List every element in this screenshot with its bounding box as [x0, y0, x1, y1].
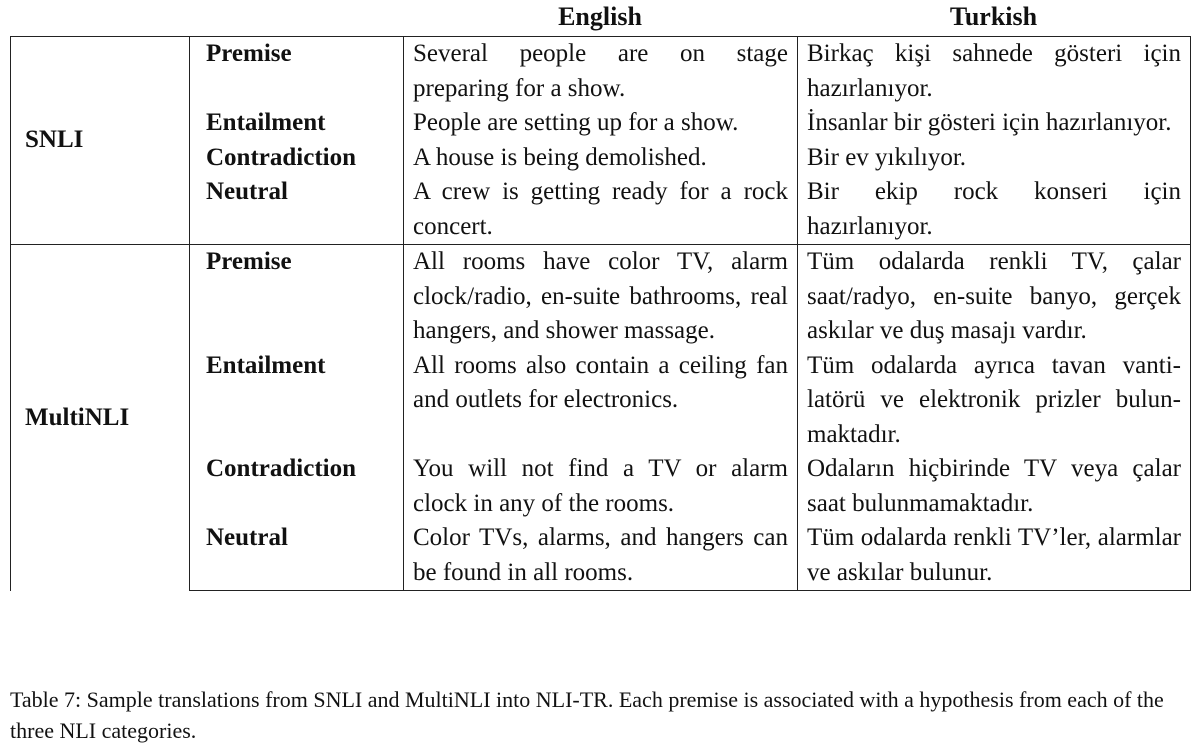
english-cell: Color TVs, alarms, and hangers can be found in all rooms.	[404, 521, 798, 591]
turkish-cell: Odaların hiçbirinde TV veya çalar saat bulunmamaktadır.	[798, 452, 1191, 521]
table-caption: Table 7: Sample translations from SNLI and MultiNLI into NLI-TR. Each premise is associated with a hypothesis from each of the three NLI categories.	[10, 687, 1164, 743]
category-cell: Neutral	[190, 521, 404, 591]
category-cell: Premise	[190, 37, 404, 107]
turkish-cell: Tüm odalarda ayrıca tavan vantilatörü ve elektronik prizler bulunmaktadır.	[798, 349, 1191, 453]
dataset-label-snli: SNLI	[11, 37, 190, 245]
english-cell: People are setting up for a show.	[404, 106, 798, 141]
snli-group	[11, 37, 1191, 245]
category-cell: Entailment	[190, 106, 404, 141]
turkish-cell: Tüm odalarda renkli TV, çalar saat/radyo, en-suite banyo, gerçek askılar ve duş masajı vardır.	[798, 245, 1191, 349]
turkish-cell: İnsanlar bir gösteri için hazırlanıyor.	[798, 106, 1191, 141]
turkish-cell: Birkaç kişi sahnede gösteri için hazırlanıyor.	[798, 37, 1191, 107]
english-cell: All rooms also contain a ceiling fan and outlets for electronics.	[404, 349, 798, 453]
english-cell: You will not find a TV or alarm clock in any of the rooms.	[404, 452, 798, 521]
table-row	[11, 245, 1191, 349]
category-cell: Contradiction	[190, 452, 404, 521]
english-cell: All rooms have color TV, alarm clock/radio, en-suite bathrooms, real hangers, and shower massage.	[404, 245, 798, 349]
english-cell: A house is being demolished.	[404, 141, 798, 176]
column-header-english: English	[558, 2, 642, 31]
turkish-cell: Bir ev yıkılıyor.	[798, 141, 1191, 176]
dataset-label-multinli: MultiNLI	[11, 245, 190, 591]
multinli-group	[11, 245, 1191, 591]
category-cell: Premise	[190, 245, 404, 349]
table-row	[11, 37, 1191, 107]
english-cell: Several people are on stage preparing for a show.	[404, 37, 798, 107]
turkish-cell: Bir ekip rock konseri için hazırlanıyor.	[798, 175, 1191, 245]
category-cell: Neutral	[190, 175, 404, 245]
column-header-turkish: Turkish	[949, 2, 1038, 31]
table-header-row	[0, 0, 1200, 36]
turkish-cell: Tüm odalarda renkli TV’ler, alarmlar ve askılar bulunur.	[798, 521, 1191, 591]
translation-table	[10, 36, 1191, 591]
english-cell: A crew is getting ready for a rock concert.	[404, 175, 798, 245]
category-cell: Contradiction	[190, 141, 404, 176]
category-cell: Entailment	[190, 349, 404, 453]
